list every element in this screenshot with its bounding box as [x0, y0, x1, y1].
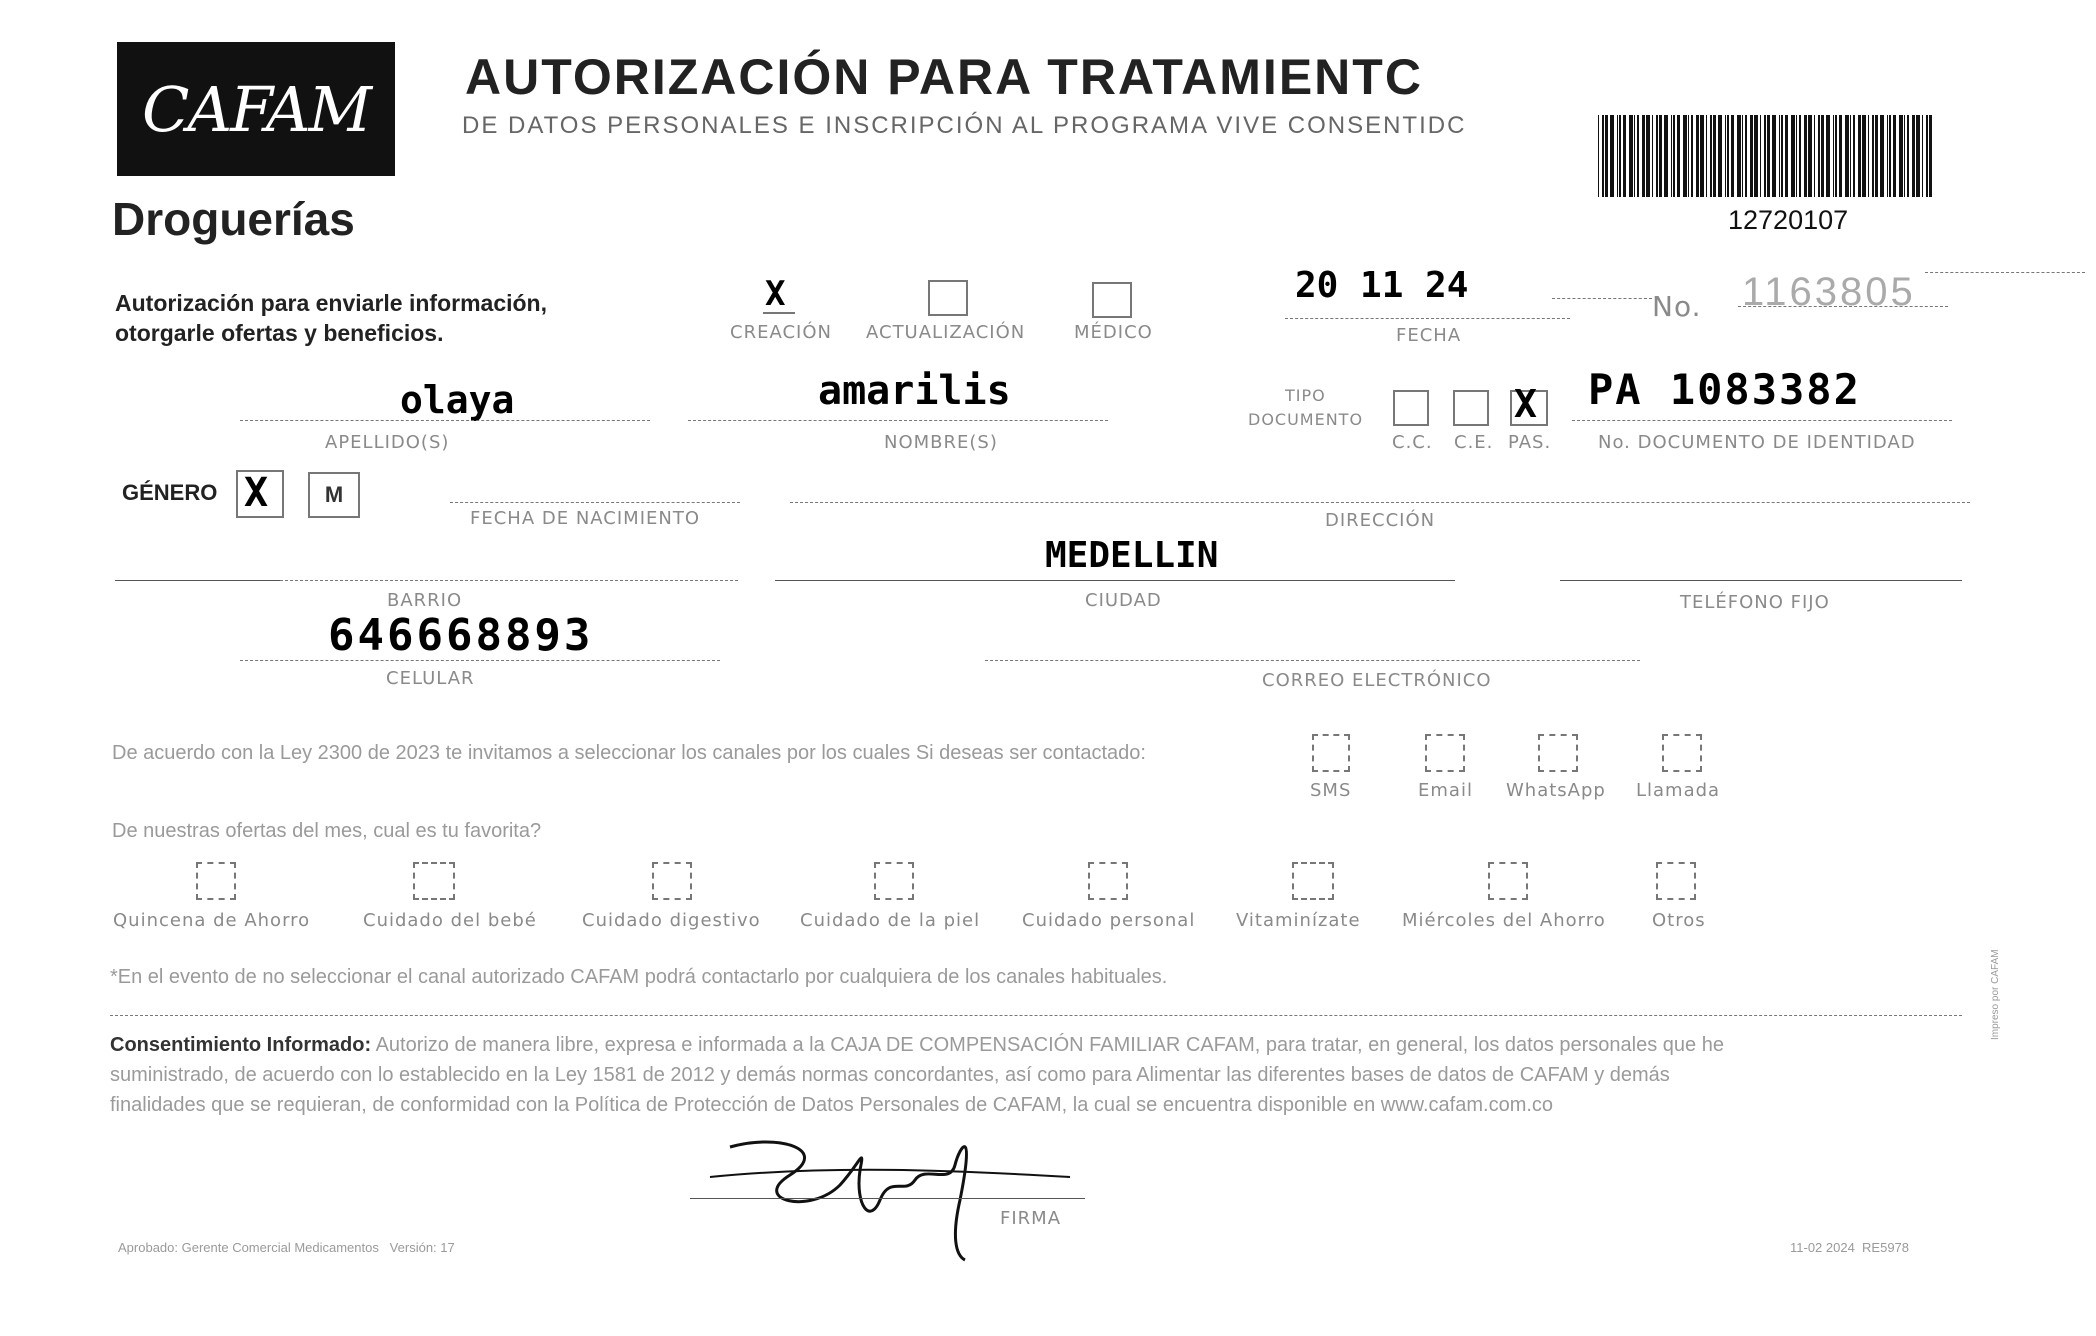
- tipo-label-1: TIPO: [1285, 386, 1326, 405]
- channel-sms: SMS: [1310, 780, 1352, 801]
- barcode-bar: [1912, 115, 1915, 197]
- signature-label: FIRMA: [1000, 1208, 1062, 1229]
- offer-digestivo: Cuidado digestivo: [582, 910, 761, 931]
- brand-subtitle: Droguerías: [112, 193, 355, 245]
- barcode-bar: [1673, 115, 1675, 197]
- apellido-value: olaya: [400, 378, 515, 422]
- barcode-bar: [1767, 115, 1770, 197]
- barcode-bar: [1929, 115, 1932, 197]
- note-divider: [110, 1015, 1962, 1016]
- barcode-bar: [1764, 115, 1766, 197]
- barcode-bar: [1737, 115, 1741, 197]
- footer-right: 11-02 2024 RE5978: [1790, 1240, 1910, 1255]
- barcode-bar: [1804, 115, 1807, 197]
- barcode-bar: [1772, 115, 1776, 197]
- side-text: Impreso por CAFAM: [1990, 949, 2001, 1040]
- offer-quincena: Quincena de Ahorro: [113, 910, 311, 931]
- barcode-bar: [1634, 115, 1635, 197]
- consent-title: Consentimiento Informado:: [110, 1034, 372, 1056]
- checkbox-whatsapp[interactable]: [1538, 734, 1578, 772]
- barcode-bar: [1623, 115, 1626, 197]
- no-line: [1738, 306, 1948, 307]
- barcode-bar: [1750, 115, 1753, 197]
- page-subtitle: DE DATOS PERSONALES E INSCRIPCIÓN AL PROGRAMA VIVE CONSENTIDC: [462, 112, 1467, 139]
- apellido-label: APELLIDO(S): [325, 432, 450, 453]
- checkbox-sms[interactable]: [1312, 734, 1350, 772]
- barrio-line-left: [115, 580, 280, 581]
- barcode-bar: [1899, 115, 1903, 197]
- barcode-bar: [1868, 115, 1869, 197]
- barcode-bar: [1926, 115, 1928, 197]
- barcode-bar: [1907, 115, 1909, 197]
- barcode-bar: [1691, 115, 1693, 197]
- doc-type-pas: PAS.: [1508, 432, 1552, 453]
- barcode-bar: [1880, 115, 1884, 197]
- consent-line-1: [110, 1030, 1962, 1060]
- date-value: 20 11 24: [1295, 265, 1469, 306]
- barcode-bar: [1754, 115, 1758, 197]
- consent-line-2: suministrado, de acuerdo con lo establecido en la Ley 1581 de 2012 y demás normas concordantes, así como para Alimentar las diferentes bases de datos de CAFAM y demás: [110, 1064, 1670, 1086]
- barcode-bar: [1642, 115, 1645, 197]
- genero-f-mark: X: [244, 470, 269, 516]
- barcode-bar: [1598, 115, 1599, 197]
- barcode-bar: [1858, 115, 1861, 197]
- barcode-bar: [1617, 115, 1618, 197]
- offer-personal: Cuidado personal: [1022, 910, 1196, 931]
- barcode-bar: [1850, 115, 1851, 197]
- genero-label: GÉNERO: [122, 480, 218, 505]
- checkbox-cc[interactable]: [1393, 390, 1429, 426]
- telefono-line: [1560, 580, 1962, 581]
- ciudad-label: CIUDAD: [1085, 590, 1162, 611]
- barcode-bar: [1745, 115, 1747, 197]
- option-creacion: CREACIÓN: [730, 322, 832, 343]
- apellido-line: [240, 420, 650, 421]
- barcode-bar: [1814, 115, 1815, 197]
- doc-label: No. DOCUMENTO DE IDENTIDAD: [1598, 432, 1916, 453]
- direccion-line: [790, 502, 1970, 503]
- checkbox-offer-8[interactable]: [1656, 862, 1696, 900]
- barrio-line: [280, 580, 738, 581]
- barcode-bar: [1889, 115, 1891, 197]
- celular-value: 646668893: [328, 610, 594, 661]
- tipo-label-2: DOCUMENTO: [1248, 410, 1364, 429]
- correo-label: CORREO ELECTRÓNICO: [1262, 670, 1492, 691]
- pas-mark: X: [1514, 382, 1537, 426]
- checkbox-actualizacion[interactable]: [928, 280, 968, 316]
- barcode-bar: [1610, 115, 1614, 197]
- offer-miercoles: Miércoles del Ahorro: [1402, 910, 1606, 931]
- barcode-bar: [1760, 115, 1761, 197]
- consent-line-3: finalidades que se requieran, de conformidad con la Política de Protección de Datos Personales de CAFAM, la cual se encuentra disponible en www.cafam.com.co: [110, 1094, 1554, 1116]
- barcode-bar: [1821, 115, 1824, 197]
- barcode-bar: [1742, 115, 1743, 197]
- checkbox-offer-2[interactable]: [413, 862, 455, 900]
- barcode-bar: [1656, 115, 1658, 197]
- checkbox-llamada[interactable]: [1662, 734, 1702, 772]
- channel-email: Email: [1418, 780, 1473, 801]
- barcode-bar: [1664, 115, 1668, 197]
- checkbox-medico[interactable]: [1092, 282, 1132, 318]
- option-actualizacion: ACTUALIZACIÓN: [866, 322, 1026, 343]
- barcode-bar: [1688, 115, 1689, 197]
- barcode-bar: [1718, 115, 1722, 197]
- offer-vitaminizate: Vitaminízate: [1236, 910, 1361, 931]
- barcode-bar: [1696, 115, 1699, 197]
- auth-line-1: Autorización para enviarle información,: [115, 290, 547, 316]
- barcode-bar: [1818, 115, 1820, 197]
- creacion-mark: X: [765, 274, 786, 314]
- barcode-bar: [1646, 115, 1650, 197]
- barcode-bar: [1808, 115, 1812, 197]
- barcode-bar: [1725, 115, 1726, 197]
- checkbox-email[interactable]: [1425, 734, 1465, 772]
- checkbox-offer-1[interactable]: [196, 862, 236, 900]
- channel-llamada: Llamada: [1636, 780, 1721, 801]
- barcode-bar: [1637, 115, 1639, 197]
- no-label: No.: [1652, 290, 1702, 323]
- channel-whatsapp: WhatsApp: [1506, 780, 1606, 801]
- barcode-bar: [1872, 115, 1874, 197]
- signature-scribble: [690, 1105, 1110, 1265]
- barcode-bar: [1887, 115, 1888, 197]
- nombre-value: amarilis: [818, 368, 1011, 414]
- offer-piel: Cuidado de la piel: [800, 910, 981, 931]
- celular-label: CELULAR: [386, 668, 475, 689]
- checkbox-pas[interactable]: [1510, 382, 1548, 426]
- nacimiento-label: FECHA DE NACIMIENTO: [470, 508, 700, 529]
- barcode-bar: [1671, 115, 1672, 197]
- barcode-bar: [1839, 115, 1842, 197]
- barcode-bar: [1875, 115, 1878, 197]
- channels-question: De acuerdo con la Ley 2300 de 2023 te invitamos a seleccionar los canales por los cuales Si deseas ser contactado:: [112, 742, 1146, 764]
- barcode-bar: [1826, 115, 1830, 197]
- celular-line: [240, 660, 720, 661]
- barcode-bar: [1904, 115, 1905, 197]
- checkbox-creacion[interactable]: [763, 274, 795, 314]
- genero-m-label: M: [324, 482, 344, 507]
- barcode-bar: [1835, 115, 1837, 197]
- barcode-bar: [1727, 115, 1729, 197]
- barcode-bar: [1677, 115, 1680, 197]
- checkbox-offer-4[interactable]: [874, 862, 914, 900]
- doc-line: [1572, 420, 1952, 421]
- checkbox-offer-5[interactable]: [1088, 862, 1128, 900]
- offer-bebe: Cuidado del bebé: [363, 910, 537, 931]
- barcode-bar: [1791, 115, 1795, 197]
- ciudad-line: [775, 580, 1455, 581]
- barcode-bar: [1779, 115, 1780, 197]
- doc-value: PA 1083382: [1588, 365, 1861, 414]
- barcode: [1598, 115, 1938, 197]
- top-right-dash: [1925, 272, 2085, 273]
- barrio-label: BARRIO: [387, 590, 463, 611]
- checkbox-ce[interactable]: [1453, 390, 1489, 426]
- nacimiento-line: [450, 502, 740, 503]
- barcode-number: 12720107: [1728, 205, 1849, 235]
- barcode-bar: [1652, 115, 1653, 197]
- barcode-bar: [1785, 115, 1788, 197]
- barcode-bar: [1893, 115, 1896, 197]
- no-value: 1163805: [1742, 270, 1916, 314]
- doc-type-ce: C.E.: [1454, 432, 1494, 453]
- doc-type-cc: C.C.: [1392, 432, 1433, 453]
- direccion-label: DIRECCIÓN: [1325, 510, 1436, 531]
- barcode-bar: [1602, 115, 1604, 197]
- barcode-bar: [1916, 115, 1920, 197]
- correo-line: [985, 660, 1640, 661]
- consent-text-1: Autorizo de manera libre, expresa e informada a la CAJA DE COMPENSACIÓN FAMILIAR CAFAM, para tratar, en general, los datos personales que he: [375, 1034, 1724, 1056]
- barcode-bar: [1713, 115, 1716, 197]
- barcode-bar: [1853, 115, 1855, 197]
- checkbox-genero-m[interactable]: [308, 472, 360, 518]
- offers-question: De nuestras ofertas del mes, cual es tu favorita?: [112, 820, 542, 842]
- barcode-bar: [1731, 115, 1734, 197]
- option-medico: MÉDICO: [1074, 322, 1153, 343]
- barcode-bar: [1833, 115, 1834, 197]
- barcode-bar: [1796, 115, 1797, 197]
- checkbox-offer-6[interactable]: [1292, 862, 1334, 900]
- barcode-bar: [1683, 115, 1687, 197]
- nombre-line: [688, 420, 1108, 421]
- checkbox-offer-7[interactable]: [1488, 862, 1528, 900]
- ciudad-value: MEDELLIN: [1045, 535, 1219, 576]
- barcode-bar: [1799, 115, 1801, 197]
- barcode-bar: [1845, 115, 1849, 197]
- telefono-label: TELÉFONO FIJO: [1680, 592, 1830, 613]
- channel-note: *En el evento de no seleccionar el canal autorizado CAFAM podrá contactarlo por cualquiera de los canales habituales.: [110, 966, 1168, 988]
- date-label: FECHA: [1396, 325, 1462, 346]
- barcode-bar: [1619, 115, 1621, 197]
- checkbox-offer-3[interactable]: [652, 862, 692, 900]
- barcode-bar: [1710, 115, 1712, 197]
- barcode-bar: [1605, 115, 1608, 197]
- nombre-label: NOMBRE(S): [884, 432, 998, 453]
- logo-text: CAFAM: [141, 72, 371, 146]
- signature-line: [690, 1198, 1085, 1199]
- barcode-bar: [1781, 115, 1783, 197]
- barcode-bar: [1706, 115, 1707, 197]
- page-title: AUTORIZACIÓN PARA TRATAMIENTC: [465, 49, 1423, 105]
- date-line: [1285, 318, 1570, 319]
- checkbox-genero-f[interactable]: [236, 470, 284, 518]
- barcode-bar: [1862, 115, 1866, 197]
- barcode-bar: [1629, 115, 1633, 197]
- barcode-bar: [1922, 115, 1923, 197]
- barcode-bar: [1659, 115, 1662, 197]
- footer-left: Aprobado: Gerente Comercial Medicamentos Versión: 17: [118, 1240, 455, 1255]
- barcode-bar: [1700, 115, 1704, 197]
- no-dash: [1552, 298, 1652, 299]
- auth-line-2: otorgarle ofertas y beneficios.: [115, 320, 444, 346]
- cafam-logo: [117, 42, 395, 176]
- offer-otros: Otros: [1652, 910, 1706, 931]
